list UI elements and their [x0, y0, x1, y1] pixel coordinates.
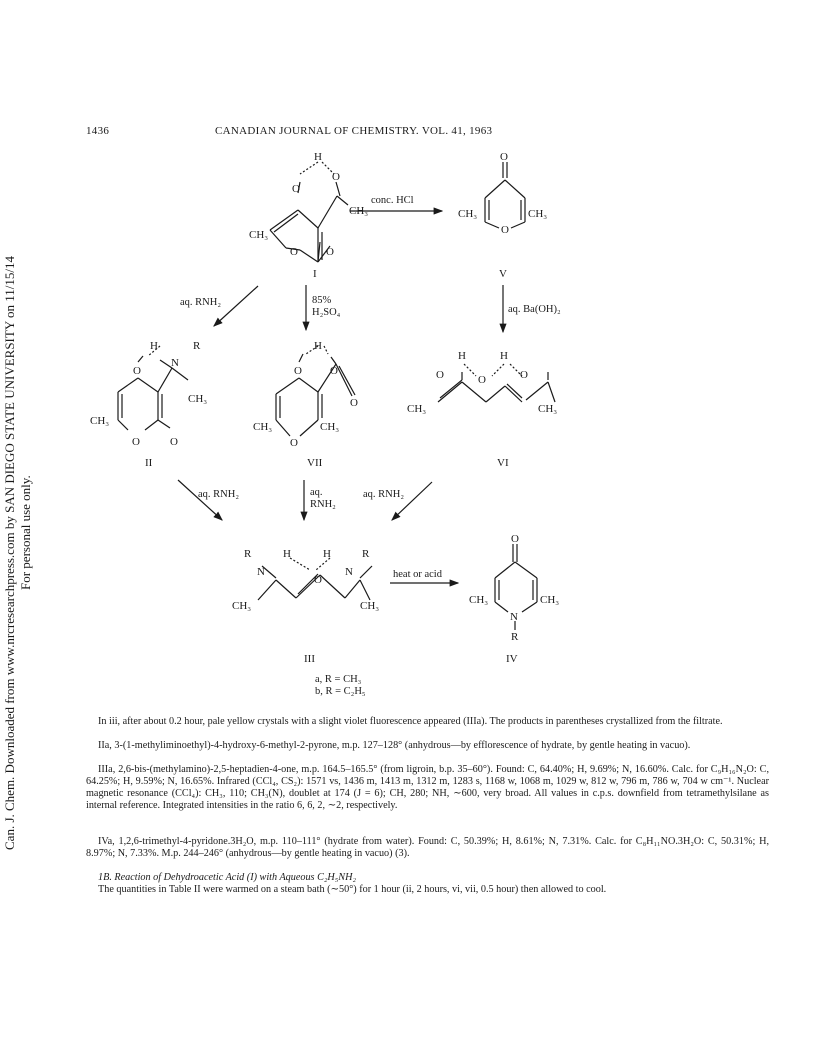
atom-label: CH₃	[407, 403, 427, 415]
arrow-II-to-III	[178, 480, 222, 520]
paragraph-IIIa: IIIa, 2,6-bis-(methylamino)-2,5-heptadien-4-one, m.p. 164.5–165.5° (from ligroin, b.p. 35–60°). Found: C, 64.40%; H, 9.69%; N, 16.60%. Calc. for C₉H₁₆N₂O: C, 64.25%; H, 9.59%; N, 16.65%. Infrared (CCl₄, CS₂): 1571 vs, 1436 m, 1413 m, 1312 m, 1283 s, 1168 w, 1068 m, 1029 w, 812 w, 796 m, 786 w, 704 w cm⁻¹. Nuclear magnetic resonance (CCl₄): CH₃, 110; CH₃(N), doublet at 174 (J = 6); CH, 280; NH, ∼600, very broad. All values in c.p.s. downfield from tetramethylsilane as internal reference. Integrated intensities in the ratio 6, 6, 2, ∼2, respectively.	[86, 764, 769, 812]
atom-label: O	[292, 183, 300, 195]
compound-label-VII: VII	[307, 457, 323, 469]
compound-label-VI: VI	[497, 457, 509, 469]
compound-V-structure	[485, 162, 525, 228]
reagent-heat-or-acid: heat or acid	[393, 569, 442, 580]
atom-label: R	[244, 548, 252, 560]
download-notice-line1: Can. J. Chem. Downloaded from www.nrcresearchpress.com by SAN DIEGO STATE UNIVERSITY on 11/15/14	[2, 256, 17, 850]
atom-label: O	[314, 574, 322, 586]
atom-label: O	[290, 246, 298, 258]
atom-label: CH₃	[320, 421, 340, 433]
atom-label: H	[500, 350, 508, 362]
paragraph-IIa: IIa, 3-(1-methyliminoethyl)-4-hydroxy-6-methyl-2-pyrone, m.p. 127–128° (anhydrous—by efflorescence of hydrate, by gentle heating in vacuo).	[98, 740, 691, 751]
download-notice-line2: For personal use only.	[18, 475, 33, 590]
compound-label-III: III	[304, 653, 315, 665]
arrow-VI-to-III	[392, 482, 432, 520]
compound-label-I: I	[313, 268, 317, 280]
atom-label: O	[511, 533, 519, 545]
reagent-h2so4: H₂SO₄	[312, 307, 341, 318]
compound-VII-structure	[276, 354, 355, 436]
atom-label: O	[330, 365, 338, 377]
atom-label: R	[362, 548, 370, 560]
atom-label: O	[478, 374, 486, 386]
atom-label: CH₃	[188, 393, 208, 405]
atom-label: CH₃	[249, 229, 269, 241]
atom-label: O	[350, 397, 358, 409]
atom-label: O	[332, 171, 340, 183]
reagent-h2so4-percent: 85%	[312, 295, 332, 306]
atom-label: O	[290, 437, 298, 449]
atom-label: O	[500, 151, 508, 163]
atom-label: O	[132, 436, 140, 448]
atom-label: O	[133, 365, 141, 377]
atom-label: O	[294, 365, 302, 377]
reagent-aq-rnh2: aq. RNH₂	[198, 489, 239, 500]
compound-label-II: II	[145, 457, 153, 469]
reagent-aq-rnh2: aq. RNH₂	[363, 489, 404, 500]
reagent-conc-hcl: conc. HCl	[371, 195, 414, 206]
section-heading-1B: 1B. Reaction of Dehydroacetic Acid (I) with Aqueous C₂H₅NH₂	[98, 872, 356, 883]
page-number: 1436	[86, 125, 110, 137]
atom-label: N	[171, 357, 179, 369]
atom-label: O	[501, 224, 509, 236]
atom-label: O	[326, 246, 334, 258]
compound-I-structure	[270, 182, 348, 262]
atom-label: O	[170, 436, 178, 448]
atom-label: O	[520, 369, 528, 381]
atom-label: CH₃	[540, 594, 560, 606]
compound-VI-structure	[438, 372, 555, 402]
reagent-aq: aq.	[310, 487, 323, 498]
atom-label: H	[314, 151, 322, 163]
reagent-rnh2: RNH₂	[310, 499, 336, 510]
atom-label: CH₃	[360, 600, 380, 612]
paragraph-products: In iii, after about 0.2 hour, pale yellow crystals with a slight violet fluorescence appeared (IIIa). The products in parentheses crystallized from the filtrate.	[98, 716, 723, 727]
atom-label: N	[257, 566, 265, 578]
atom-label: H	[323, 548, 331, 560]
journal-header: CANADIAN JOURNAL OF CHEMISTRY. VOL. 41, 1963	[215, 125, 493, 137]
atom-label: CH₃	[349, 205, 369, 217]
atom-label: R	[193, 340, 201, 352]
atom-label: H	[283, 548, 291, 560]
paragraph-quantities: The quantities in Table II were warmed on a steam bath (∼50°) for 1 hour (ii, 2 hours, vi, vii, 0.5 hour) then allowed to cool.	[98, 884, 607, 895]
atom-label: CH₃	[90, 415, 110, 427]
reagent-aq-rnh2: aq. RNH₂	[180, 297, 221, 308]
legend-a: a, R = CH₃	[315, 674, 362, 685]
compound-label-IV: IV	[506, 653, 518, 665]
atom-label: CH₃	[538, 403, 558, 415]
paragraph-IVa: IVa, 1,2,6-trimethyl-4-pyridone.3H₂O, m.p. 110–111° (hydrate from water). Found: C, 50.39%; H, 8.61%; N, 7.31%. Calc. for C₈H₁₁NO.3H₂O: C, 50.31%; H, 8.97%; N, 7.33%. M.p. 244–246° (anhydrous—by gentle heating in vacuo) (3).	[86, 836, 769, 860]
atom-label: N	[345, 566, 353, 578]
atom-label: H	[314, 340, 322, 352]
atom-label: CH₃	[253, 421, 273, 433]
atom-label: H	[150, 340, 158, 352]
atom-label: O	[436, 369, 444, 381]
atom-label: R	[511, 631, 519, 643]
atom-label: CH₃	[232, 600, 252, 612]
reagent-aq-baoh2: aq. Ba(OH)₂	[508, 304, 561, 315]
atom-label: CH₃	[528, 208, 548, 220]
atom-label: N	[510, 611, 518, 623]
compound-label-V: V	[499, 268, 507, 280]
atom-label: CH₃	[469, 594, 489, 606]
atom-label: CH₃	[458, 208, 478, 220]
atom-label: H	[458, 350, 466, 362]
legend-b: b, R = C₂H₅	[315, 686, 366, 697]
